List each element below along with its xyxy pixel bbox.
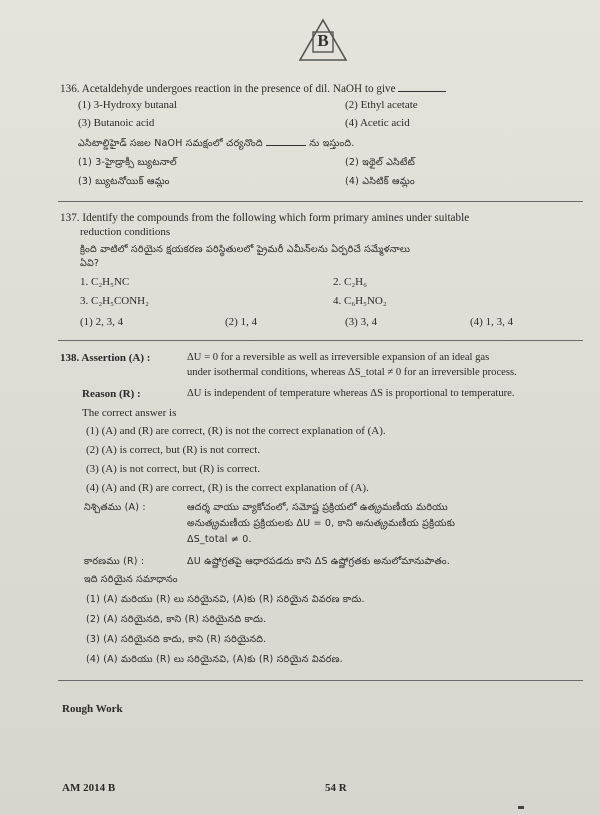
q138-reason: ΔU is independent of temperature whereas ΔS is proportional to temperature. <box>187 388 515 399</box>
series-letter: B <box>317 31 329 50</box>
q138-option-1: (1) (A) and (R) are correct, (R) is not the correct explanation of (A). <box>86 425 386 437</box>
q136-option-4-te: (4) ఎసిటిక్ ఆమ్లం <box>345 176 415 187</box>
divider <box>58 340 583 341</box>
q138-te-option-4: (4) (A) మరియు (R) లు సరియైనవి, (A)కు (R) సరియైన వివరణ. <box>86 654 343 665</box>
q138-assertion-1: ΔU = 0 for a reversible as well as irreversible expansion of an ideal gas <box>187 352 490 363</box>
q138-te-option-1: (1) (A) మరియు (R) లు సరియైనవి, (A)కు (R) సరియైన వివరణ కాదు. <box>86 594 365 605</box>
q137-stem-te-1: క్రింది వాటిలో సరియైన క్షయకరణ పరిస్థితులలో ప్రైమరీ ఎమీన్‌లను ఏర్పరిచే సమ్మేళనాలు <box>80 244 411 255</box>
q138-te-assertion-3: ΔS_total ≠ 0. <box>187 534 252 545</box>
q138-te-reason-label: కారణము (R) : <box>84 556 145 567</box>
q136-stem-te-text: ఎసిటాల్డిహైడ్ సజల NaOH సమక్షంలో చర్యనొంది <box>78 138 263 149</box>
q136-stem-text: 136. Acetaldehyde undergoes reaction in the presence of dil. NaOH to give <box>60 83 396 95</box>
page-number: 54 R <box>325 782 347 794</box>
answer-blank <box>398 82 446 92</box>
q136-option-3: (3) Butanoic acid <box>78 117 155 129</box>
q136-stem <box>60 82 446 95</box>
q136-stem-te-end: ను ఇస్తుంది. <box>309 138 355 149</box>
q137-item-3: 3. C₂H₅CONH₂ <box>80 295 149 307</box>
q138-te-assertion-1: ఆదర్శ వాయు వ్యాకోచంలో, సమోష్ణ ప్రక్రియలో ఉత్క్రమణీయ మరియు <box>187 502 448 513</box>
q138-option-2: (2) (A) is correct, but (R) is not correct. <box>86 444 261 456</box>
q138-te-option-3: (3) (A) సరియైనది కాదు, కాని (R) సరియైనది. <box>86 634 267 645</box>
booklet-series-badge <box>298 18 348 62</box>
q137-stem-te-2: ఏవి? <box>80 258 100 269</box>
q137-stem-1: 137. Identify the compounds from the following which form primary amines under suitable <box>60 212 470 224</box>
divider <box>58 201 583 202</box>
q138-option-3: (3) (A) is not correct, but (R) is correct. <box>86 463 261 475</box>
q136-stem-telugu <box>78 137 354 151</box>
q137-item-2: 2. C₂H₆ <box>333 276 367 288</box>
q136-option-2: (2) Ethyl acetate <box>345 99 418 111</box>
q138-te-correct: ఇది సరియైన సమాధానం <box>84 574 178 585</box>
q137-item-4: 4. C₆H₅NO₂ <box>333 295 387 307</box>
q138-correct-label: The correct answer is <box>82 407 177 419</box>
q138-option-4: (4) (A) and (R) are correct, (R) is the correct explanation of (A). <box>86 482 369 494</box>
q138-te-option-2: (2) (A) సరియైనది, కాని (R) సరియైనది కాదు. <box>86 614 267 625</box>
q136-option-3-te: (3) బ్యుటనోయిక్ ఆమ్లం <box>78 176 170 187</box>
q137-option-4: (4) 1, 3, 4 <box>470 316 514 328</box>
q136-option-1: (1) 3-Hydroxy butanal <box>78 99 177 111</box>
q137-item-1: 1. C₂H₅NC <box>80 276 130 288</box>
q137-stem-2: reduction conditions <box>80 226 171 238</box>
q137-option-1: (1) 2, 3, 4 <box>80 316 124 328</box>
q138-assertion-label: 138. Assertion (A) : <box>60 352 151 364</box>
q138-te-assertion-2: అనుత్క్రమణీయ ప్రక్రియలకు ΔU = 0, కాని అనుత్క్రమణీయ ప్రక్రియకు <box>187 518 456 529</box>
q138-te-assertion-label: నిశ్చితము (A) : <box>84 502 146 513</box>
q136-option-1-te: (1) 3-హైడ్రాక్సీ బ్యుటనాల్ <box>78 157 177 168</box>
q136-option-2-te: (2) ఇథైల్ ఎసిటేట్ <box>345 157 415 168</box>
q137-option-2: (2) 1, 4 <box>225 316 258 328</box>
divider <box>58 680 583 681</box>
scan-mark <box>518 806 524 809</box>
q138-assertion-2: under isothermal conditions, whereas ΔS_total ≠ 0 for an irreversible process. <box>187 367 517 378</box>
q137-option-3: (3) 3, 4 <box>345 316 378 328</box>
rough-work-label: Rough Work <box>62 703 123 715</box>
booklet-code: AM 2014 B <box>62 782 116 794</box>
q136-option-4: (4) Acetic acid <box>345 117 410 129</box>
answer-blank-te <box>266 137 306 146</box>
q138-te-reason: ΔU ఉష్ణోగ్రతపై ఆధారపడదు కాని ΔS ఉష్ణోగ్రతకు అనులోమానుపాతం. <box>187 556 451 567</box>
q138-reason-label: Reason (R) : <box>82 388 141 400</box>
